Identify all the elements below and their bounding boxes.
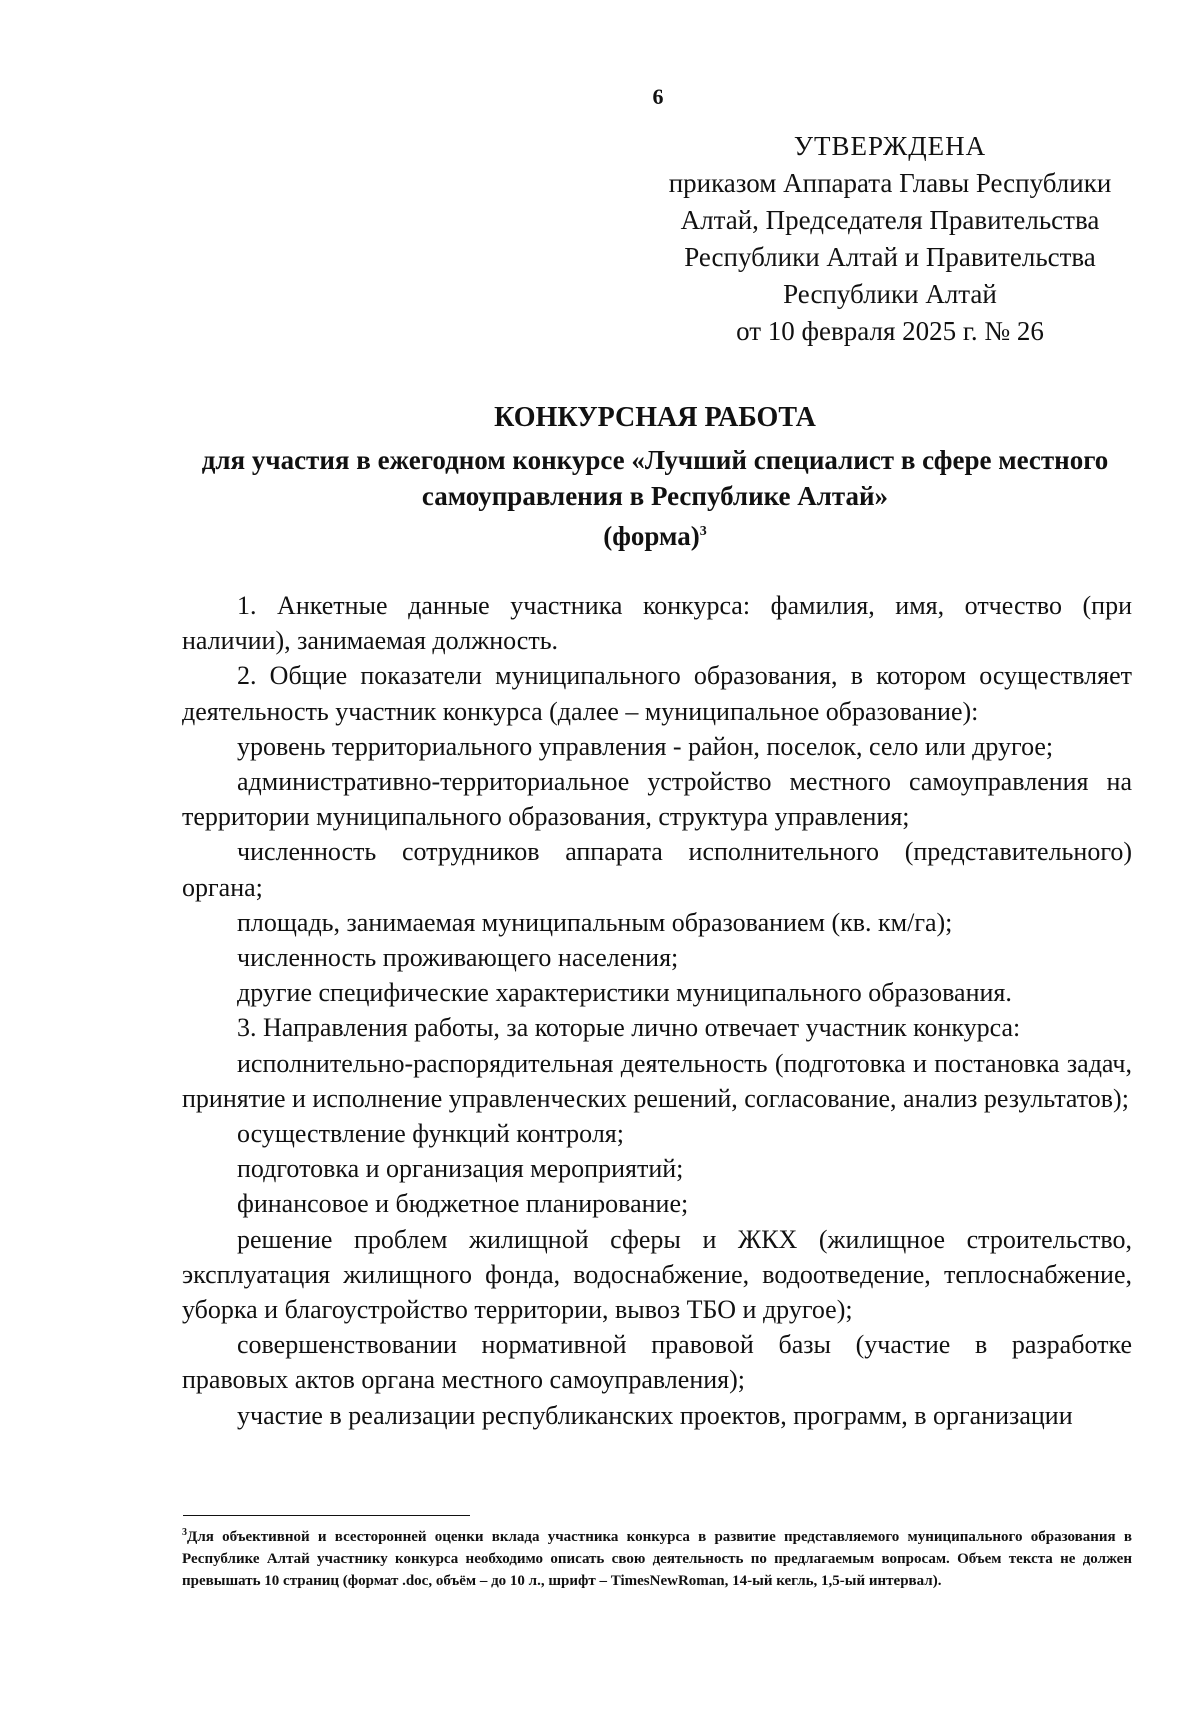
paragraph: участие в реализации республиканских проектов, программ, в организации [237, 1400, 1073, 1430]
paragraph: 2. Общие показатели муниципального образования, в котором осуществляет деятельность участник конкурса (далее – муниципальное образование): [182, 661, 1132, 726]
title-main: КОНКУРСНАЯ РАБОТА [494, 402, 816, 433]
footnote [182, 1522, 1132, 1592]
approval-stamp [660, 128, 1120, 350]
footnote-text: Для объективной и всесторонней оценки вклада участника конкурса в развитие представляемого муниципального образования в Республике Алтай участнику конкурса необходимо описать свою деятельность по предлагаемым вопросам. Объем текста не должен превышать 10 страниц (формат .doc, объём – до 10 л., шрифт – TimesNewRoman, 14-ый кегль, 1,5-ый интервал). [182, 1529, 1132, 1589]
footnote-marker: 3 [182, 1527, 187, 1538]
form-label-text: (форма) [603, 521, 700, 551]
title-subtitle: для участия в ежегодном конкурсе «Лучший специалист в сфере местного самоуправления в Республике Алтай» [201, 445, 1109, 511]
paragraph: численность сотрудников аппарата исполнительного (представительного) органа; [182, 837, 1132, 902]
approval-line: Республики Алтай [783, 279, 997, 309]
paragraph: другие специфические характеристики муниципального образования. [237, 978, 1012, 1008]
paragraph: финансовое и бюджетное планирование; [237, 1189, 689, 1219]
document-title [175, 400, 1135, 554]
approval-line: Алтай, Председателя Правительства [680, 205, 1100, 235]
page-number: 6 [652, 84, 664, 109]
footnote-separator [183, 1515, 470, 1516]
paragraph: численность проживающего населения; [237, 943, 679, 973]
paragraph: административно-территориальное устройство местного самоуправления на территории муниципального образования, структура управления; [182, 767, 1132, 832]
paragraph: 1. Анкетные данные участника конкурса: фамилия, имя, отчество (при наличии), занимаемая должность. [182, 591, 1132, 656]
approval-line: Республики Алтай и Правительства [684, 242, 1096, 272]
approval-heading: УТВЕРЖДЕНА [793, 131, 987, 161]
form-label [175, 514, 1135, 554]
paragraph: уровень территориального управления - район, поселок, село или другое; [237, 731, 1054, 761]
paragraph: осуществление функций контроля; [237, 1119, 624, 1149]
paragraph: решение проблем жилищной сферы и ЖКХ (жилищное строительство, эксплуатация жилищного фонда, водоснабжение, водоотведение, теплоснабжение, уборка и благоустройство территории, вывоз ТБО и другое); [182, 1224, 1132, 1325]
approval-date-line: от 10 февраля 2025 г. № 26 [736, 316, 1044, 346]
paragraph: совершенствовании нормативной правовой базы (участие в разработке правовых актов органа местного самоуправления); [182, 1330, 1132, 1395]
paragraph: 3. Направления работы, за которые лично отвечает участник конкурса: [237, 1013, 1021, 1043]
paragraph: площадь, занимаемая муниципальным образованием (кв. км/га); [237, 907, 953, 937]
paragraph: исполнительно-распорядительная деятельность (подготовка и постановка задач, принятие и исполнение управленческих решений, согласование, анализ результатов); [182, 1048, 1132, 1113]
footnote-reference: 3 [699, 524, 707, 539]
paragraph: подготовка и организация мероприятий; [237, 1154, 684, 1184]
approval-line: приказом Аппарата Главы Республики [668, 168, 1112, 198]
document-body [182, 588, 1132, 1433]
